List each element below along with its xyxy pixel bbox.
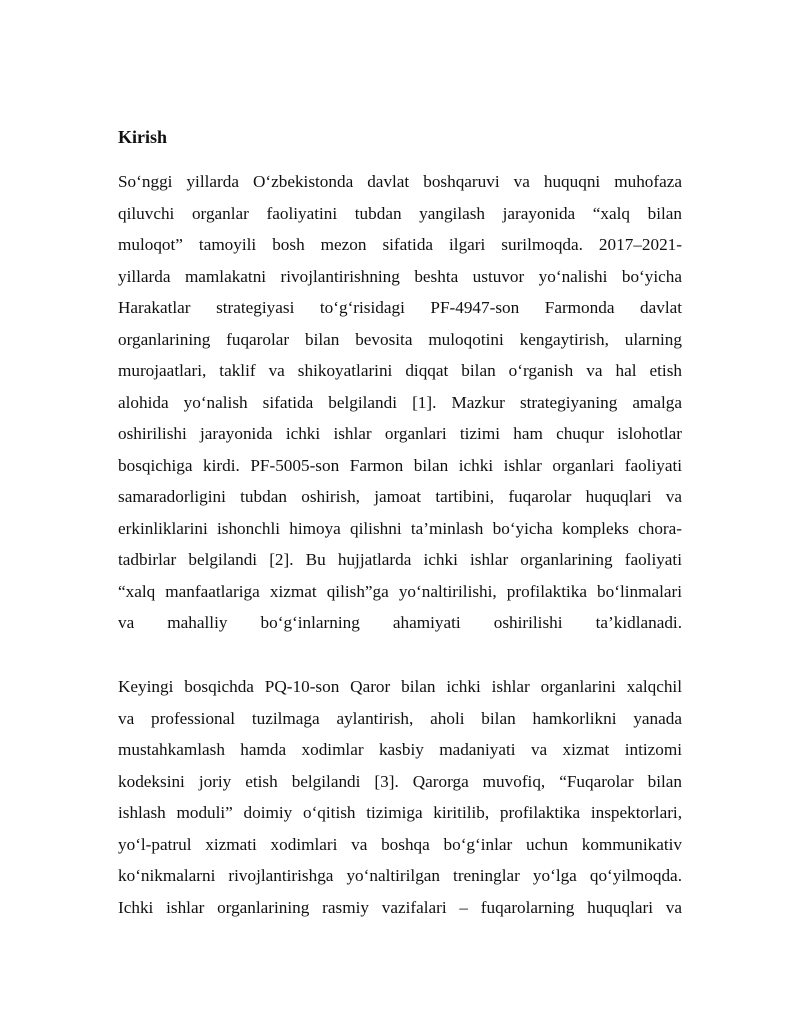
text-line: ko‘nikmalarni rivojlantirishga yo‘naltirilgan treninglar yo‘lga qo‘yilmoqda.: [118, 866, 682, 885]
text-line: Harakatlar strategiyasi to‘g‘risidagi PF-4947-son Farmonda davlat: [118, 298, 682, 317]
text-line: samaradorligini tubdan oshirish, jamoat tartibini, fuqarolar huquqlari va: [118, 487, 682, 506]
text-line: alohida yo‘nalish sifatida belgilandi [1]. Mazkur strategiyaning amalga: [118, 392, 682, 412]
text-line: oshirilishi jarayonida ichki ishlar organlari tizimi ham chuqur islohotlar: [118, 424, 682, 443]
text-line: erkinliklarini ishonchli himoya qilishni ta’minlash bo‘yicha kompleks chora-: [118, 518, 682, 538]
text-line: murojaatlari, taklif va shikoyatlarini diqqat bilan o‘rganish va hal etish: [118, 361, 682, 380]
text-line: organlarining fuqarolar bilan bevosita muloqotini kengaytirish, ularning: [118, 329, 682, 349]
text-line: kodeksini joriy etish belgilandi [3]. Qarorga muvofiq, “Fuqarolar bilan: [118, 771, 682, 791]
text-line: Keyingi bosqichda PQ-10-son Qaror bilan ichki ishlar organlarini xalqchil: [118, 677, 682, 696]
text-line: muloqot” tamoyili bosh mezon sifatida ilgari surilmoqda. 2017–2021-: [118, 235, 682, 254]
text-line: ishlash moduli” doimiy o‘qitish tizimiga kiritilib, profilaktika inspektorlari,: [118, 803, 682, 822]
text-line: “xalq manfaatlariga xizmat qilish”ga yo‘naltirilishi, profilaktika bo‘linmalari: [118, 581, 682, 601]
text-line: bosqichiga kirdi. PF-5005-son Farmon bilan ichki ishlar organlari faoliyati: [118, 455, 682, 475]
section-heading: Kirish: [118, 127, 168, 147]
paragraph-1: [118, 166, 682, 639]
paragraph-2: [118, 671, 682, 923]
text-line: yo‘l-patrul xizmati xodimlari va boshqa bo‘g‘inlar uchun kommunikativ: [118, 834, 682, 854]
text-line: mustahkamlash hamda xodimlar kasbiy madaniyati va xizmat intizomi: [118, 740, 682, 759]
text-line: tadbirlar belgilandi [2]. Bu hujjatlarda ichki ishlar organlarining faoliyati: [118, 550, 682, 569]
text-line: yillarda mamlakatni rivojlantirishning beshta ustuvor yo‘nalishi bo‘yicha: [118, 266, 682, 286]
text-line: va mahalliy bo‘g‘inlarning ahamiyati oshirilishi ta’kidlanadi.: [118, 613, 682, 632]
text-line: So‘nggi yillarda O‘zbekistonda davlat boshqaruvi va huquqni muhofaza: [118, 172, 682, 191]
text-line: Ichki ishlar organlarining rasmiy vazifalari – fuqarolarning huquqlari va: [118, 897, 682, 917]
text-line: va professional tuzilmaga aylantirish, aholi bilan hamkorlikni yanada: [118, 708, 682, 728]
text-line: qiluvchi organlar faoliyatini tubdan yangilash jarayonida “xalq bilan: [118, 203, 682, 223]
